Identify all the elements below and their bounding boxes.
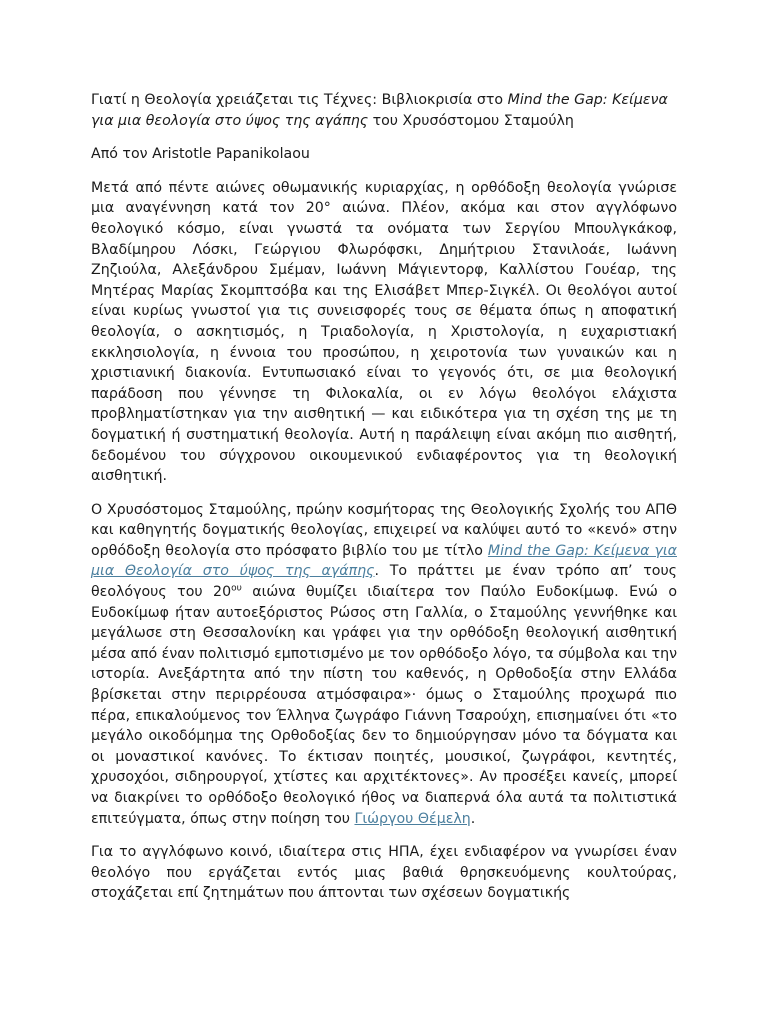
book-title: Mind the Gap: Κείμενα για μια θεολογία στο ύψος της αγάπης	[91, 92, 668, 129]
paragraph-2-text-c: αιώνα θυμίζει ιδιαίτερα τον Παύλο Ευδοκίμωφ. Ενώ ο Ευδοκίμωφ ήταν αυτοεξόριστος Ρώσος στη Γαλλία, ο Σταμούλης γεννήθηκε και μεγάλωσε στη Θεσσαλονίκη και γράφει για την ορθόδοξη θεολογική αισθητική μέσα από έναν πολιτισμό εμποτισμένο με τον ορθόδοξο λόγο, τα σύμβολα και την ιστορία. Ανεξάρτητα από την πίστη του καθενός, η Ορθοδοξία στην Ελλάδα βρίσκεται στην περιρρέουσα ατμόσφαιρα»· όμως ο Σταμούλης προχωρά πιο πέρα, επικαλούμενος τον Έλληνα ζωγράφο Γιάννη Τσαρούχη, επισημαίνει ότι «το μεγάλο οικοδόμημα της Ορθοδοξίας δεν το δημιούργησαν μόνο τα δόγματα και οι μοναστικοί κανόνες. Το έκτισαν ποιητές, μουσικοί, ζωγράφοι, κεντητές, χρυσοχόοι, σιδηρουργοί, χτίστες και αρχιτέκτονες». Αν προσέξει κανείς, μπορεί να διακρίνει το ορθόδοξο θεολογικό ήθος να διαπερνά όλα αυτά τα πολιτιστικά επιτεύγματα, όπως στην ποίηση του	[91, 584, 677, 827]
paragraph-1: Μετά από πέντε αιώνες οθωμανικής κυριαρχίας, η ορθόδοξη θεολογία γνώρισε μια αναγέννηση κατά τον 20° αιώνα. Πλέον, ακόμα και στον αγγλόφωνο θεολογικό κόσμο, είναι γνωστά τα ονόματα των Σεργίου Μπουλγκάκοφ, Βλαδίμηρου Λόσκι, Γεώργιου Φλωρόφσκι, Δημήτριου Στανιλοάε, Ιωάννη Ζηζιούλα, Αλεξάνδρου Σμέμαν, Ιωάννη Μάγιεντορφ, Καλλίστου Γουέαρ, της Μητέρας Μαρίας Σκομπτσόβα και της Ελισάβετ Μπερ-Σιγκέλ. Οι θεολόγοι αυτοί είναι κυρίως γνωστοί για τις συνεισφορές τους σε θέματα όπως η αποφατική θεολογία, ο ασκητισμός, η Τριαδολογία, η Χριστολογία, η ευχαριστιακή εκκλησιολογία, η έννοια του προσώπου, η χειροτονία των γυναικών και η χριστιανική διακονία. Εντυπωσιακό είναι το γεγονός ότι, σε μια θεολογική παράδοση που γέννησε τη Φιλοκαλία, οι εν λόγω θεολόγοι ελάχιστα προβληματίστηκαν για την αισθητική — και ειδικότερα για τη σχέση της με τη δογματική ή συστηματική θεολογία. Αυτή η παράλειψη είναι ακόμη πιο αισθητή, δεδομένου του σύγχρονου οικουμενικού ενδιαφέροντος για τη θεολογική αισθητική.	[91, 179, 677, 485]
article-title	[91, 90, 677, 131]
paragraph-2-text-b: . Το πράττει με έναν τρόπο απ’ τους θεολόγους του 20	[91, 563, 678, 601]
title-text-end: του Χρυσόστομου Σταμούλη	[368, 112, 574, 129]
document-page	[91, 90, 677, 917]
poet-link[interactable]: Γιώργου Θέμελη	[354, 810, 471, 827]
paragraph-3: Για το αγγλόφωνο κοινό, ιδιαίτερα στις ΗΠΑ, έχει ενδιαφέρον να γνωρίσει έναν θεολόγο που εργάζεται εντός μιας βαθιά θρησκευόμενης κουλτούρας, στοχάζεται επί ζητημάτων που άπτονται των σχέσεων δογματικής	[91, 844, 677, 902]
title-text-start: Γιατί η Θεολογία χρειάζεται τις Τέχνες: Βιβλιοκρισία στο	[91, 92, 508, 108]
century-superscript: ου	[231, 583, 242, 594]
paragraph-2-text-a: Ο Χρυσόστομος Σταμούλης, πρώην κοσμήτορας της Θεολογικής Σχολής του ΑΠΘ και καθηγητής δογματικής θεολογίας, επιχειρεί να καλύψει αυτό το «κενό» στην ορθόδοξη θεολογία στο πρόσφατο βιβλίο του με τίτλο	[91, 501, 677, 559]
article-author: Από τον Aristotle Papanikolaou	[91, 146, 310, 163]
paragraph-2-text-d: .	[470, 810, 476, 827]
book-link[interactable]: Mind the Gap: Κείμενα για μια Θεολογία στο ύψος της αγάπης	[91, 542, 677, 580]
paragraph-2	[91, 500, 677, 830]
